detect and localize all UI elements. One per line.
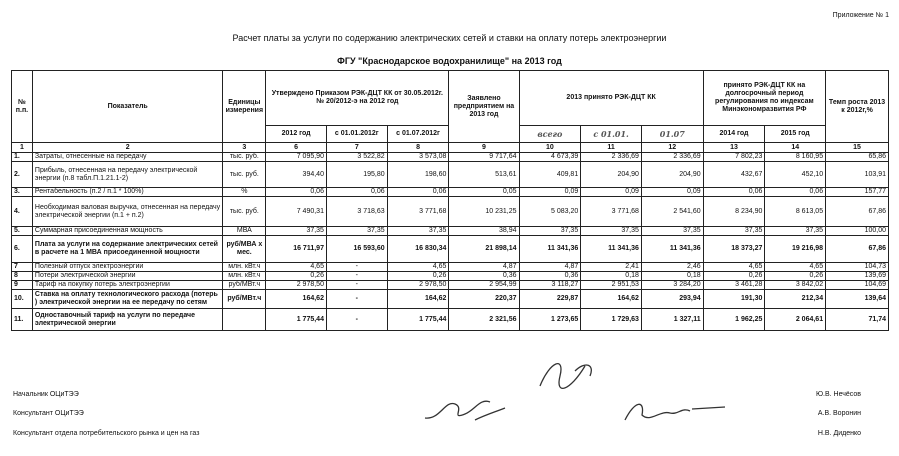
row-label: Полезный отпуск электроэнергии <box>32 263 222 272</box>
row-value: 4,65 <box>266 263 327 272</box>
row-value: 16 711,97 <box>266 236 327 263</box>
header-units: Единицы измерения <box>223 71 266 143</box>
row-value: 2 951,53 <box>581 281 642 290</box>
subheader-2014: 2014 год <box>703 126 765 143</box>
row-value: 198,60 <box>387 162 449 188</box>
table-row <box>12 272 889 281</box>
row-value: 0,36 <box>449 272 519 281</box>
signature-role-3: Консультант отдела потребительского рынка и цен на газ <box>13 430 200 437</box>
appendix-label: Приложение № 1 <box>832 12 889 19</box>
row-value: 8 234,90 <box>703 197 765 227</box>
row-value: 432,67 <box>703 162 765 188</box>
subheader-hand-0107: 01.07 <box>641 126 703 143</box>
table-row <box>12 263 889 272</box>
row-value: 18 373,27 <box>703 236 765 263</box>
row-number: 1. <box>12 153 33 162</box>
row-value: 1 775,44 <box>266 309 327 331</box>
subheader-0107: с 01.07.2012г <box>387 126 449 143</box>
handwritten-signature-3 <box>620 395 730 430</box>
row-value: 513,61 <box>449 162 519 188</box>
row-value: 3 718,63 <box>326 197 387 227</box>
row-value: 103,91 <box>826 162 889 188</box>
row-number: 3. <box>12 188 33 197</box>
row-value: 1 775,44 <box>387 309 449 331</box>
row-value: 16 593,60 <box>326 236 387 263</box>
row-value: 2 978,50 <box>266 281 327 290</box>
row-value: 100,00 <box>826 227 889 236</box>
row-value: 0,18 <box>641 272 703 281</box>
signature-name-3: Н.В. Диденко <box>817 430 861 437</box>
colnum: 14 <box>765 143 826 153</box>
handwritten-signature-2 <box>420 390 510 430</box>
row-value: 164,62 <box>387 290 449 309</box>
signature-role-2: Консультант ОЦиТЭЭ <box>13 410 84 417</box>
row-value: 37,35 <box>765 227 826 236</box>
row-value: 0,09 <box>641 188 703 197</box>
row-value: 7 490,31 <box>266 197 327 227</box>
table-row <box>12 309 889 331</box>
row-value: - <box>326 263 387 272</box>
row-value: 3 461,28 <box>703 281 765 290</box>
row-number: 10. <box>12 290 33 309</box>
row-value: 3 771,68 <box>387 197 449 227</box>
row-value: 0,26 <box>765 272 826 281</box>
row-value: 1 729,63 <box>581 309 642 331</box>
row-number: 11. <box>12 309 33 331</box>
row-value: 0,06 <box>326 188 387 197</box>
row-value: 139,69 <box>826 272 889 281</box>
signature-name-2: А.В. Воронин <box>817 410 861 417</box>
colnum: 15 <box>826 143 889 153</box>
subheader-2015: 2015 год <box>765 126 826 143</box>
row-value: 220,37 <box>449 290 519 309</box>
row-value: 195,80 <box>326 162 387 188</box>
header-accepted-2013: 2013 принято РЭК-ДЦТ КК <box>519 71 703 126</box>
row-value: 2 336,69 <box>581 153 642 162</box>
table-row <box>12 162 889 188</box>
row-value: 139,64 <box>826 290 889 309</box>
row-unit: руб/МВт.ч <box>223 290 266 309</box>
row-value: 19 216,98 <box>765 236 826 263</box>
row-value: 7 095,90 <box>266 153 327 162</box>
document-subtitle: ФГУ "Краснодарское водохранилище" на 2013 год <box>337 56 562 66</box>
row-value: 104,69 <box>826 281 889 290</box>
row-value: 0,06 <box>703 188 765 197</box>
colnum: 3 <box>223 143 266 153</box>
row-value: 0,06 <box>765 188 826 197</box>
row-value: 3 118,27 <box>519 281 581 290</box>
row-label: Прибыль, отнесенная на передачу электрической энергии (п.8 табл.П.1.21.1-2) <box>32 162 222 188</box>
table-row <box>12 188 889 197</box>
row-value: 7 802,23 <box>703 153 765 162</box>
row-unit: тыс. руб. <box>223 162 266 188</box>
row-value: - <box>326 290 387 309</box>
row-value: 37,35 <box>326 227 387 236</box>
row-label: Затраты, отнесенные на передачу <box>32 153 222 162</box>
row-value: 3 771,68 <box>581 197 642 227</box>
colnum: 2 <box>32 143 222 153</box>
row-value: 1 962,25 <box>703 309 765 331</box>
row-value: 4,65 <box>703 263 765 272</box>
row-value: 11 341,36 <box>581 236 642 263</box>
row-value: 10 231,25 <box>449 197 519 227</box>
row-value: 0,36 <box>519 272 581 281</box>
colnum: 10 <box>519 143 581 153</box>
row-label: Тариф на покупку потерь электроэнергии <box>32 281 222 290</box>
row-value: 164,62 <box>266 290 327 309</box>
signature-role-1: Начальник ОЦиТЭЭ <box>13 391 79 398</box>
subheader-hand-total: всего <box>519 126 581 143</box>
row-value: 2 541,60 <box>641 197 703 227</box>
row-value: 409,81 <box>519 162 581 188</box>
table-row <box>12 227 889 236</box>
row-value: 67,86 <box>826 236 889 263</box>
subheader-2012: 2012 год <box>266 126 327 143</box>
header-growth: Темп роста 2013 к 2012г,% <box>826 71 889 143</box>
row-value: 4,87 <box>449 263 519 272</box>
row-value: - <box>326 281 387 290</box>
row-value: 3 284,20 <box>641 281 703 290</box>
row-label: Одноставочный тариф на услуги по передаче электрической энергии <box>32 309 222 331</box>
row-value: 164,62 <box>581 290 642 309</box>
colnum: 13 <box>703 143 765 153</box>
row-label: Плата за услуги на содержание электрических сетей в расчете на 1 МВА присоединенной мощности <box>32 236 222 263</box>
column-numbers-row <box>12 143 889 153</box>
row-value: 204,90 <box>581 162 642 188</box>
row-value: 0,09 <box>519 188 581 197</box>
tariff-table <box>11 70 889 331</box>
row-value: 71,74 <box>826 309 889 331</box>
row-unit: тыс. руб. <box>223 197 266 227</box>
row-value: 212,34 <box>765 290 826 309</box>
row-value: 2 336,69 <box>641 153 703 162</box>
row-value: 229,87 <box>519 290 581 309</box>
row-value: 2,46 <box>641 263 703 272</box>
row-value: 452,10 <box>765 162 826 188</box>
row-value: 8 160,95 <box>765 153 826 162</box>
row-value: 21 898,14 <box>449 236 519 263</box>
row-value: 2 321,56 <box>449 309 519 331</box>
row-value: 0,06 <box>387 188 449 197</box>
row-unit: МВА <box>223 227 266 236</box>
colnum: 1 <box>12 143 33 153</box>
row-value: 191,30 <box>703 290 765 309</box>
row-value: 37,35 <box>703 227 765 236</box>
colnum: 11 <box>581 143 642 153</box>
row-value: 2 978,50 <box>387 281 449 290</box>
colnum: 6 <box>266 143 327 153</box>
row-value: 8 613,05 <box>765 197 826 227</box>
row-value: 2 064,61 <box>765 309 826 331</box>
row-number: 4. <box>12 197 33 227</box>
row-label: Рентабельность (п.2 / п.1 * 100%) <box>32 188 222 197</box>
row-value: 0,26 <box>387 272 449 281</box>
row-value: 4,65 <box>765 263 826 272</box>
header-num: № п.п. <box>12 71 33 143</box>
row-value: 38,94 <box>449 227 519 236</box>
row-value: 65,86 <box>826 153 889 162</box>
row-unit: тыс. руб. <box>223 153 266 162</box>
row-label: Суммарная присоединенная мощность <box>32 227 222 236</box>
row-value: 37,35 <box>581 227 642 236</box>
row-unit: млн. кВт.ч <box>223 263 266 272</box>
row-label: Потери электрической энергии <box>32 272 222 281</box>
row-label: Ставка на оплату технологического расхода (потерь ) электрической энергии на ее передачу по сетям <box>32 290 222 309</box>
row-label: Необходимая валовая выручка, отнесенная на передачу электрической энергии (п.1 + п.2) <box>32 197 222 227</box>
row-value: 0,26 <box>703 272 765 281</box>
row-value: 0,09 <box>581 188 642 197</box>
row-value: 104,73 <box>826 263 889 272</box>
row-value: 0,26 <box>266 272 327 281</box>
row-value: 9 717,64 <box>449 153 519 162</box>
row-value: 4 673,39 <box>519 153 581 162</box>
row-value: 4,65 <box>387 263 449 272</box>
row-value: 0,18 <box>581 272 642 281</box>
row-value: 67,86 <box>826 197 889 227</box>
signature-name-1: Ю.В. Нечёсов <box>815 391 861 398</box>
row-value: 0,05 <box>449 188 519 197</box>
row-number: 9 <box>12 281 33 290</box>
row-unit: % <box>223 188 266 197</box>
row-value: 1 273,65 <box>519 309 581 331</box>
row-value: 11 341,36 <box>519 236 581 263</box>
row-value: 4,87 <box>519 263 581 272</box>
row-value: 0,06 <box>266 188 327 197</box>
row-value: 394,40 <box>266 162 327 188</box>
row-unit: руб/МВА х мес. <box>223 236 266 263</box>
row-value: 37,35 <box>641 227 703 236</box>
row-value: 293,94 <box>641 290 703 309</box>
row-value: 3 842,02 <box>765 281 826 290</box>
header-longterm: принято РЭК-ДЦТ КК на долгосрочный период регулирования по индексам Минэкономразвития РФ <box>703 71 825 126</box>
header-indicator: Показатель <box>32 71 222 143</box>
colnum: 8 <box>387 143 449 153</box>
row-unit <box>223 309 266 331</box>
document-title: Расчет платы за услуги по содержанию электрических сетей и ставки на оплату потерь электроэнергии <box>232 33 667 43</box>
row-unit: руб/МВт.ч <box>223 281 266 290</box>
row-unit: млн. кВт.ч <box>223 272 266 281</box>
table-row <box>12 153 889 162</box>
handwritten-signature-1 <box>530 356 600 396</box>
row-value: - <box>326 309 387 331</box>
row-number: 8 <box>12 272 33 281</box>
row-value: - <box>326 272 387 281</box>
row-value: 3 573,08 <box>387 153 449 162</box>
row-value: 11 341,36 <box>641 236 703 263</box>
row-number: 6. <box>12 236 33 263</box>
row-number: 5. <box>12 227 33 236</box>
row-value: 204,90 <box>641 162 703 188</box>
row-value: 37,35 <box>387 227 449 236</box>
row-value: 37,35 <box>266 227 327 236</box>
table-row <box>12 290 889 309</box>
colnum: 9 <box>449 143 519 153</box>
table-row <box>12 197 889 227</box>
table-row <box>12 236 889 263</box>
row-value: 16 830,34 <box>387 236 449 263</box>
header-approved: Утверждено Приказом РЭК-ДЦТ КК от 30.05.2012г. № 20/2012-э на 2012 год <box>266 71 449 126</box>
row-number: 2. <box>12 162 33 188</box>
row-value: 2,41 <box>581 263 642 272</box>
row-value: 37,35 <box>519 227 581 236</box>
table-row <box>12 281 889 290</box>
row-number: 7 <box>12 263 33 272</box>
subheader-hand-0101: с 01.01. <box>581 126 642 143</box>
row-value: 2 954,99 <box>449 281 519 290</box>
row-value: 3 522,82 <box>326 153 387 162</box>
row-value: 157,77 <box>826 188 889 197</box>
header-declared: Заявлено предприятием на 2013 год <box>449 71 519 143</box>
row-value: 5 083,20 <box>519 197 581 227</box>
colnum: 7 <box>326 143 387 153</box>
subheader-0101: с 01.01.2012г <box>326 126 387 143</box>
colnum: 12 <box>641 143 703 153</box>
row-value: 1 327,11 <box>641 309 703 331</box>
